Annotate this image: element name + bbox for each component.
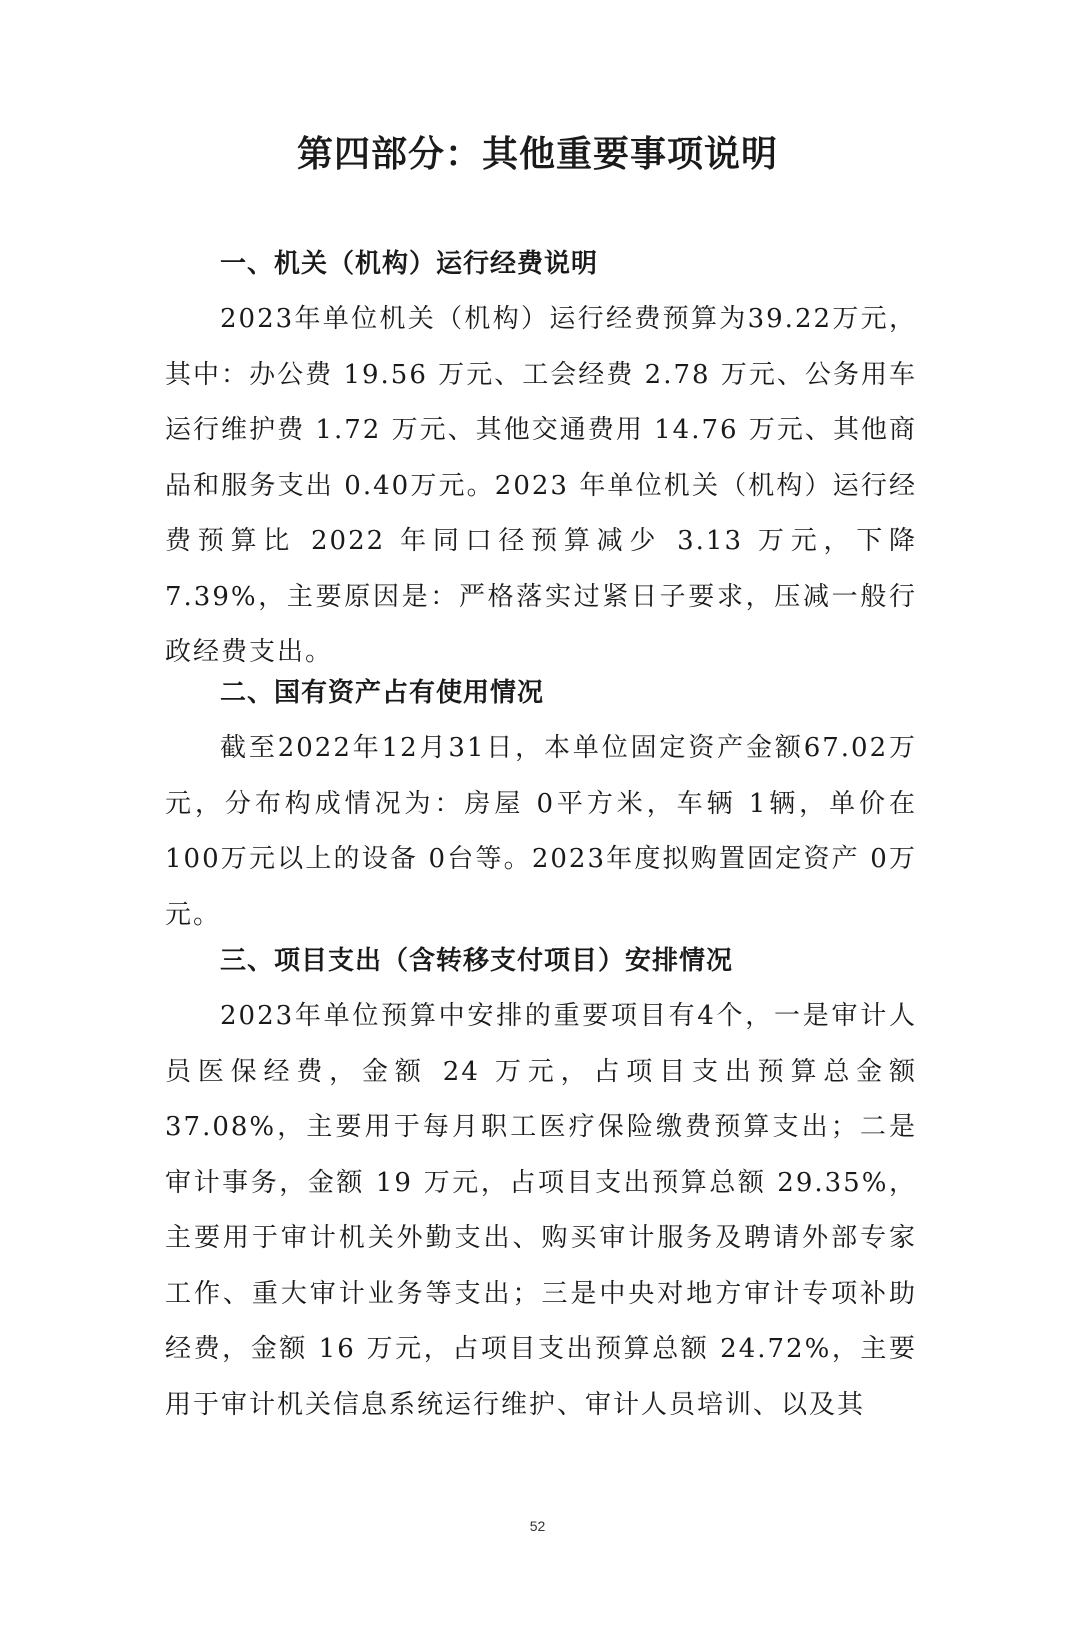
section-paragraph: 截至2022年12月31日，本单位固定资产金额67.02万元，分布构成情况为：房屋 0平方米，车辆 1辆，单价在100万元以上的设备 0台等。2023年度拟购置固定资产 0万元。 [165,733,917,930]
section-paragraph: 2023年单位机关（机构）运行经费预算为39.22万元，其中：办公费 19.56 万元、工会经费 2.78 万元、公务用车运行维护费 1.72 万元、其他交通费用 14.76 万元、其他商品和服务支出 0.40万元。2023 年单位机关（机构）运行经费预算比 2022 年同口径预算减少 3.13 万元，下降 7.39%，主要原因是：严格落实过紧日子要求，压减一般行政经费支出。 [165,304,917,667]
section-heading: 一、机关（机构）运行经费说明 [220,249,599,279]
page-title: 第四部分：其他重要事项说明 [296,134,778,175]
section-state-assets [165,665,917,943]
section-project-expenditure [165,933,917,1433]
section-operating-expenses [165,236,917,681]
section-heading: 二、国有资产占有使用情况 [220,678,545,708]
section-paragraph: 2023年单位预算中安排的重要项目有4个，一是审计人员医保经费，金额 24 万元，占项目支出预算总金额37.08%，主要用于每月职工医疗保险缴费预算支出；二是审计事务，金额 19 万元，占项目支出预算总额 29.35%，主要用于审计机关外勤支出、购买审计服务及聘请外部专家工作、重大审计业务等支出；三是中央对地方审计专项补助经费，金额 16 万元，占项目支出预算总额 24.72%，主要用于审计机关信息系统运行维护、审计人员培训、以及其 [165,1001,917,1420]
section-heading: 三、项目支出（含转移支付项目）安排情况 [220,946,734,976]
page-number: 52 [529,1518,546,1534]
